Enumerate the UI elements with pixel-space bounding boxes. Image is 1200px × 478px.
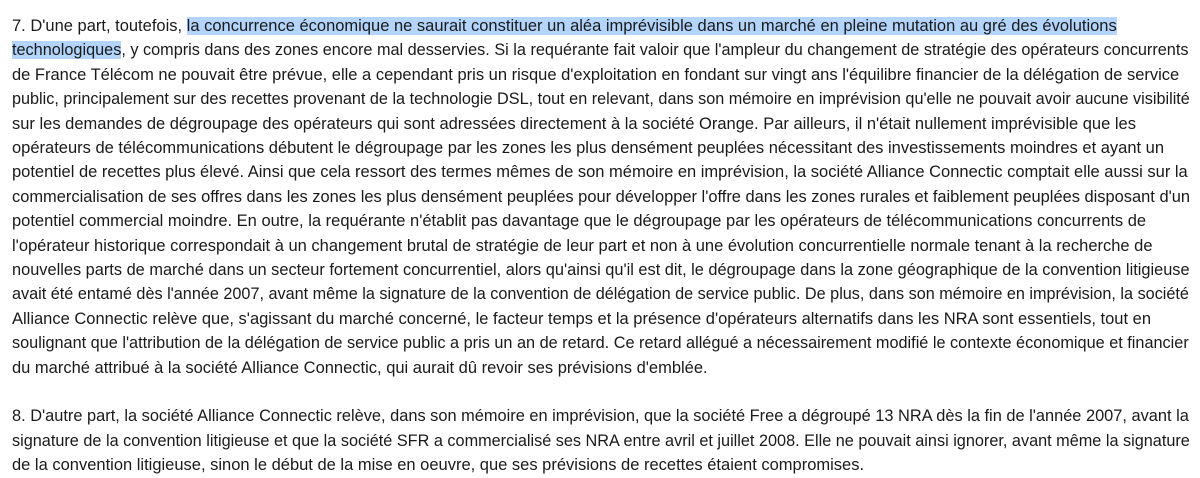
text-line: potentiel commercial moindre. En outre, la requérante n'établit pas davantage que le dégroupage par les opérateurs de télécommunications concurrents de — [12, 212, 1147, 231]
document-body — [12, 14, 1190, 478]
text-line: Alliance Connectic relève que, s'agissant du marché concerné, le facteur temps et la présence d'opérateurs alternatifs dans les NRA sont essentiels, tout en — [12, 309, 1152, 328]
paragraph-8 — [12, 404, 1190, 477]
text-line: signature de la convention litigieuse et que la société SFR a commercialisé ses NRA entre avril et juillet 2008. Elle ne pouvait ainsi ignorer, avant même la signature — [12, 431, 1190, 450]
text-line: de France Télécom ne pouvait être prévue, elle a cependant pris un risque d'exploitation en fondant sur vingt ans l'équilibre financier de la délégation de service — [12, 65, 1180, 84]
text-line: sur les demandes de dégroupage des opérateurs qui sont adressées directement à la société Orange. Par ailleurs, il n'était nullement imprévisible que les — [12, 114, 1136, 133]
text-line: potentiel de recettes plus élevé. Ainsi que cela ressort des termes mêmes de son mémoire en imprévision, la société Alliance Connectic comptait elle aussi sur la — [12, 163, 1188, 182]
selected-text[interactable]: technologiques — [12, 41, 122, 60]
text-line — [12, 14, 1190, 38]
text-line — [12, 38, 1190, 62]
text-line: l'opérateur historique correspondait à un changement brutal de stratégie de leur part et non à une évolution concurrentielle normale tenant à la recherche de — [12, 236, 1153, 255]
text-line: soulignant que l'attribution de la délégation de service public a pris un an de retard. Ce retard allégué a nécessairement modifié le contexte économique et financier — [12, 334, 1189, 353]
text-line: de la convention litigieuse, sinon le début de la mise en oeuvre, que ses prévisions de recettes étaient compromises. — [12, 456, 865, 475]
text-segment: , y compris dans des zones encore mal desservies. Si la requérante fait valoir que l'ampleur du changement de stratégie des opérateurs concurrents — [121, 41, 1189, 60]
text-segment: 7. D'une part, toutefois, — [12, 17, 187, 35]
text-line: nouvelles parts de marché dans un secteur fortement concurrentiel, alors qu'ainsi qu'il est dit, le dégroupage dans la zone géographique de la convention litigieuse — [12, 261, 1190, 280]
text-line: 8. D'autre part, la société Alliance Connectic relève, dans son mémoire en imprévision, que la société Free a dégroupé 13 NRA dès la fin de l'année 2007, avant la — [12, 407, 1189, 426]
text-line: opérateurs de télécommunications débutent le dégroupage par les zones les plus densément peuplées nécessitant des investissements moindres et ayant un — [12, 139, 1165, 158]
text-line: public, principalement sur des recettes provenant de la technologie DSL, tout en relevant, dans son mémoire en imprévision qu'elle ne pouvait avoir aucune visibilité — [12, 90, 1190, 109]
text-line: commercialisation de ses offres dans les zones les plus densément peuplées pour développer l'offre dans les zones rurales et faiblement peuplées disposant d'un — [12, 187, 1191, 206]
selected-text[interactable]: la concurrence économique ne saurait constituer un aléa imprévisible dans un marché en pleine mutation au gré des évolutions — [186, 17, 1117, 35]
text-line: avait été entamé dès l'année 2007, avant même la signature de la convention de délégation de service public. De plus, dans son mémoire en imprévision, la société — [12, 285, 1189, 304]
text-line: du marché attribué à la société Alliance Connectic, qui aurait dû revoir ses prévisions d'emblée. — [12, 358, 708, 377]
paragraph-7 — [12, 14, 1190, 380]
